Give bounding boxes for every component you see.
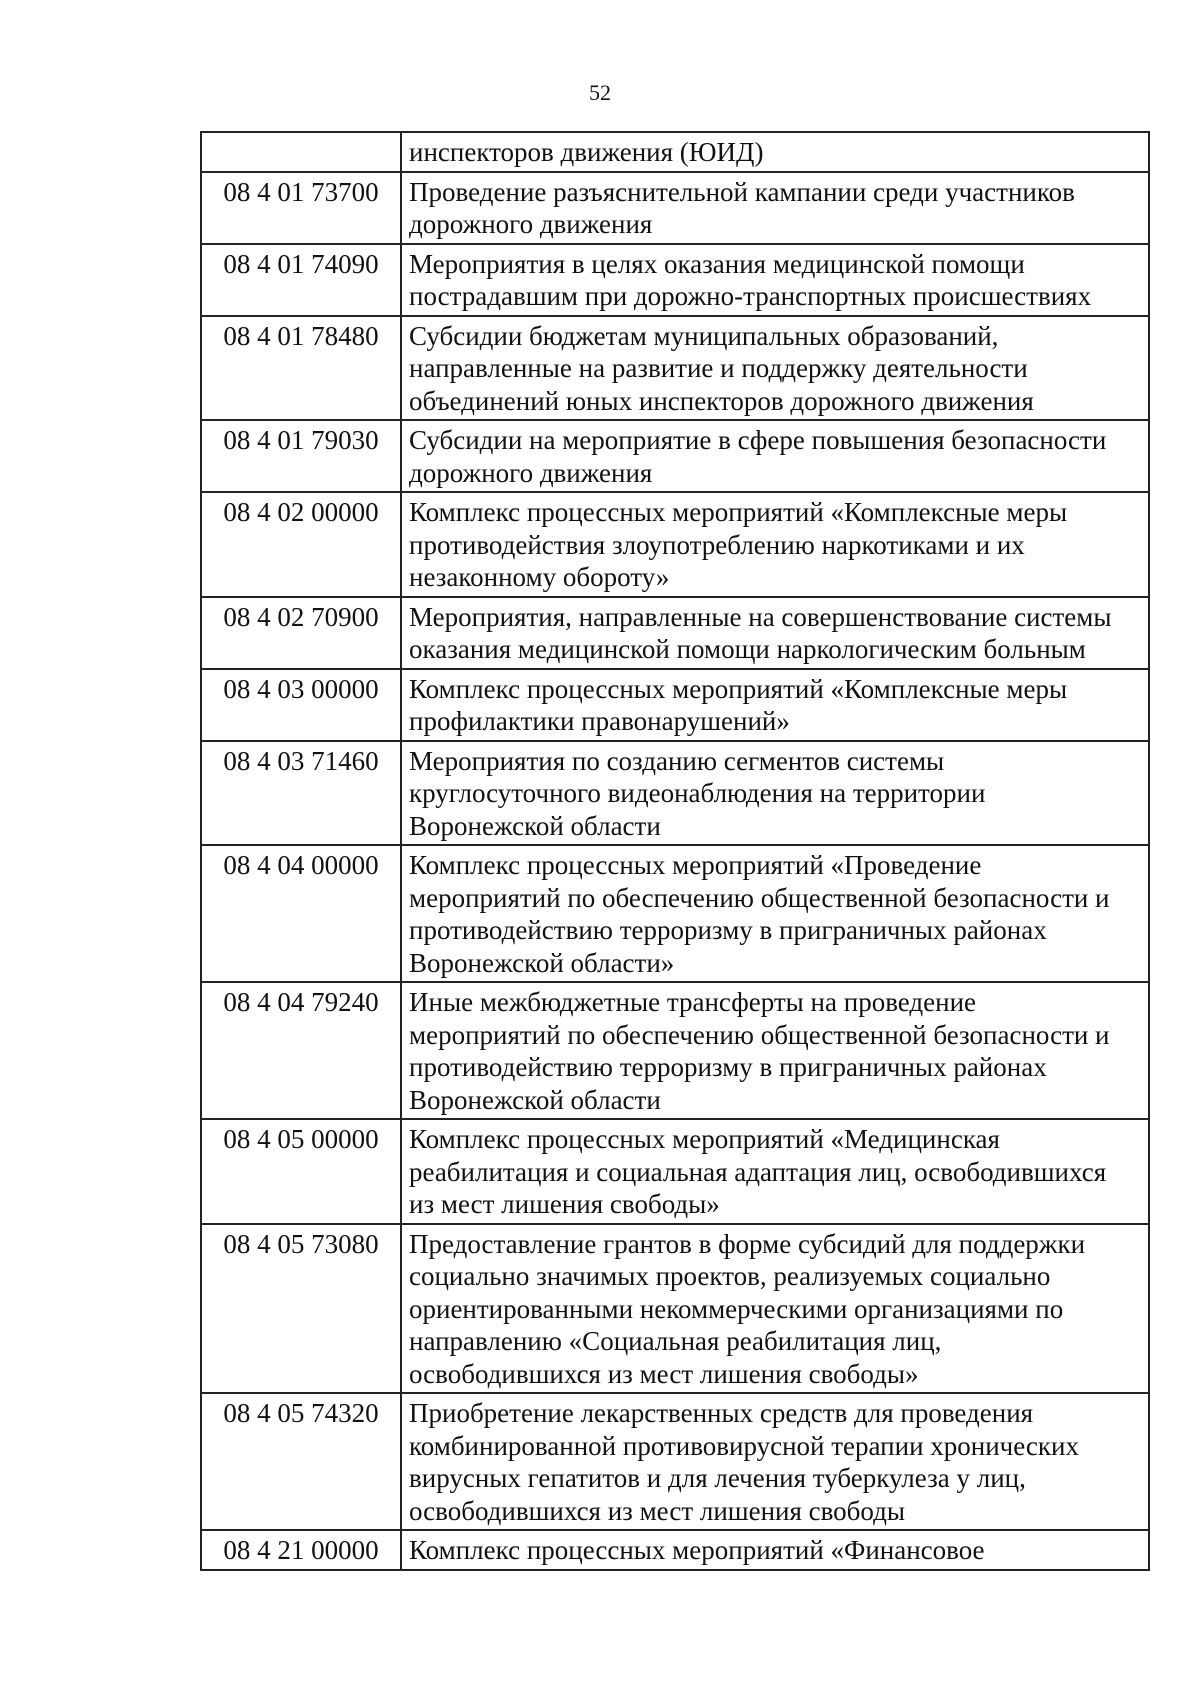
description-line: Иные межбюджетные трансферты на проведение (409, 987, 977, 1017)
description-line: Комплекс процессных мероприятий «Комплексные меры (409, 673, 1068, 704)
description-line: инспекторов движения (ЮИД) (409, 137, 764, 167)
description-cell (401, 1530, 1149, 1570)
code-cell: 08 4 05 73080 (201, 1224, 401, 1394)
description-line: противодействию терроризму в приграничных районах (409, 1052, 1047, 1082)
description-line: мероприятий по обеспечению общественной безопасности и (409, 882, 1110, 913)
description-line: Комплекс процессных мероприятий «Медицинская (409, 1124, 1000, 1154)
code-cell: 08 4 02 00000 (201, 492, 401, 597)
table-row (201, 597, 1149, 669)
table-row (201, 492, 1149, 597)
description-line: круглосуточного видеонаблюдения на территории (409, 778, 986, 808)
description-line: направлению «Социальная реабилитация лиц, (409, 1326, 942, 1356)
description-line: освободившихся из мест лишения свободы» (409, 1358, 919, 1389)
description-cell (401, 669, 1149, 741)
description-line: освободившихся из мест лишения свободы (409, 1495, 906, 1526)
description-line: социально значимых проектов, реализуемых социально (409, 1261, 1051, 1291)
description-line: Субсидии на мероприятие в сфере повышения безопасности (409, 425, 1107, 455)
table-row (201, 669, 1149, 741)
description-line: Комплекс процессных мероприятий «Финансовое (409, 1535, 985, 1565)
description-cell (401, 741, 1149, 846)
table-row (201, 132, 1149, 172)
description-line: Субсидии бюджетам муниципальных образований, (409, 320, 999, 351)
table-row (201, 1393, 1149, 1530)
description-line: мероприятий по обеспечению общественной безопасности и (409, 1019, 1110, 1050)
code-cell: 08 4 05 74320 (201, 1393, 401, 1530)
description-line: дорожного движения (409, 457, 653, 488)
description-cell (401, 316, 1149, 421)
code-cell: 08 4 21 00000 (201, 1530, 401, 1570)
description-line: Предоставление грантов в форме субсидий для поддержки (409, 1228, 1086, 1259)
code-cell: 08 4 02 70900 (201, 597, 401, 669)
code-cell: 08 4 01 73700 (201, 172, 401, 244)
code-cell: 08 4 01 79030 (201, 420, 401, 492)
page-number: 52 (589, 80, 611, 105)
description-cell (401, 172, 1149, 244)
description-cell (401, 1393, 1149, 1530)
description-line: направленные на развитие и поддержку деятельности (409, 353, 1028, 383)
description-cell (401, 597, 1149, 669)
description-cell (401, 1119, 1149, 1224)
code-cell: 08 4 01 78480 (201, 316, 401, 421)
description-line: оказания медицинской помощи наркологическим больным (409, 634, 1086, 664)
code-cell: 08 4 03 71460 (201, 741, 401, 846)
table-row (201, 316, 1149, 421)
description-line: Комплекс процессных мероприятий «Проведение (409, 850, 982, 880)
description-line: противодействию терроризму в приграничных районах (409, 915, 1047, 945)
code-cell: 08 4 04 79240 (201, 982, 401, 1119)
description-line: Комплекс процессных мероприятий «Комплексные меры (409, 497, 1068, 527)
description-line: пострадавшим при дорожно-транспортных происшествиях (409, 281, 1092, 311)
description-line: объединений юных инспекторов дорожного движения (409, 385, 1034, 416)
table-row (201, 741, 1149, 846)
table-row (201, 1530, 1149, 1570)
table-row (201, 1224, 1149, 1394)
description-cell (401, 244, 1149, 316)
code-cell: 08 4 05 00000 (201, 1119, 401, 1224)
description-line: вирусных гепатитов и для лечения туберкулеза у лиц, (409, 1463, 1026, 1493)
description-line: Воронежской области (409, 1084, 661, 1115)
description-line: Проведение разъяснительной кампании среди участников (409, 176, 1075, 207)
code-cell: 08 4 04 00000 (201, 845, 401, 982)
table-row (201, 420, 1149, 492)
description-cell (401, 132, 1149, 172)
table-row (201, 845, 1149, 982)
code-cell: 08 4 03 00000 (201, 669, 401, 741)
description-line: из мест лишения свободы» (409, 1189, 720, 1219)
description-line: Мероприятия, направленные на совершенствование системы (409, 601, 1112, 632)
table-body (201, 132, 1149, 1570)
description-line: реабилитация и социальная адаптация лиц, освободившихся (409, 1156, 1107, 1187)
description-line: Мероприятия по созданию сегментов системы (409, 745, 945, 776)
description-cell (401, 492, 1149, 597)
table-row (201, 982, 1149, 1119)
description-line: дорожного движения (409, 209, 653, 239)
table-row (201, 1119, 1149, 1224)
table-row (201, 244, 1149, 316)
description-line: Мероприятия в целях оказания медицинской помощи (409, 248, 1025, 279)
description-cell (401, 1224, 1149, 1394)
description-line: комбинированной противовирусной терапии хронических (409, 1430, 1079, 1461)
description-line: Воронежской области (409, 810, 661, 841)
description-cell (401, 982, 1149, 1119)
table-row (201, 172, 1149, 244)
classification-table (200, 131, 1150, 1571)
description-line: незаконному обороту» (409, 562, 670, 592)
description-line: ориентированными некоммерческими организациями по (409, 1293, 1064, 1324)
description-cell (401, 845, 1149, 982)
description-line: Приобретение лекарственных средств для проведения (409, 1398, 1034, 1428)
description-line: Воронежской области» (409, 947, 675, 978)
description-cell (401, 420, 1149, 492)
code-cell (201, 132, 401, 172)
code-cell: 08 4 01 74090 (201, 244, 401, 316)
description-line: профилактики правонарушений» (409, 706, 790, 736)
description-line: противодействия злоупотреблению наркотиками и их (409, 529, 1025, 560)
